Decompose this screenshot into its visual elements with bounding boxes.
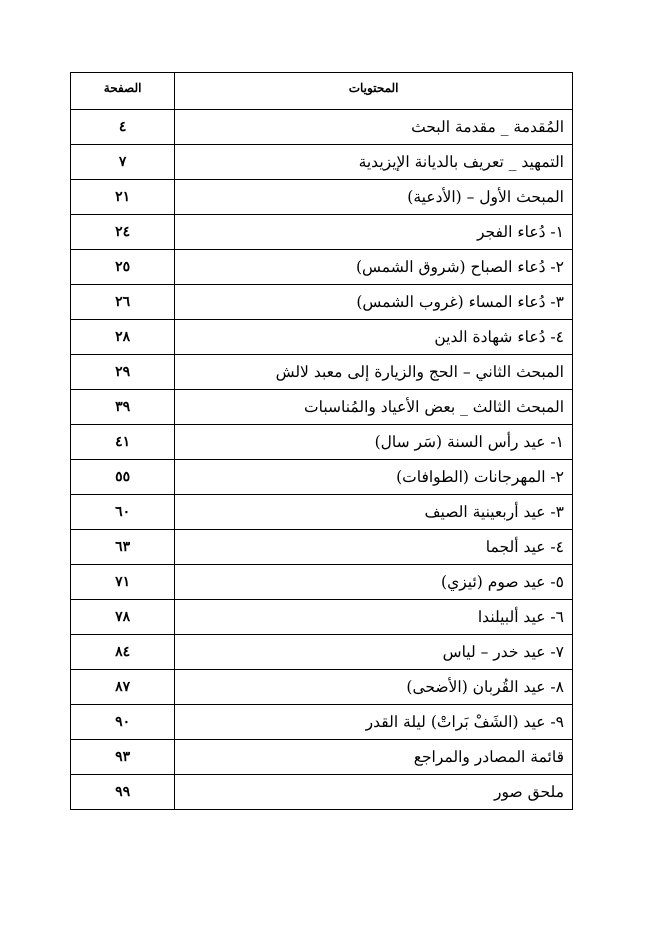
toc-entry-page: ٢٦ — [71, 285, 175, 320]
toc-entry-page: ٢٩ — [71, 355, 175, 390]
toc-entry-page: ٤ — [71, 110, 175, 145]
toc-entry-title: ٩- عيد (الشَفْ بَراتْ) ليلة القدر — [175, 705, 573, 740]
toc-entry-title: المُقدمة _ مقدمة البحث — [175, 110, 573, 145]
page-column-header: الصفحة — [71, 73, 175, 110]
table-row — [71, 110, 573, 145]
table-row — [71, 460, 573, 495]
table-row — [71, 740, 573, 775]
table-header-row — [71, 73, 573, 110]
table-row — [71, 425, 573, 460]
toc-entry-page: ٢٥ — [71, 250, 175, 285]
toc-entry-page: ٣٩ — [71, 390, 175, 425]
toc-entry-title: ٧- عيد خدر – لياس — [175, 635, 573, 670]
table-row — [71, 565, 573, 600]
toc-entry-title: ١- عيد رأس السنة (سَر سال) — [175, 425, 573, 460]
toc-entry-page: ٦٣ — [71, 530, 175, 565]
toc-entry-title: التمهيد _ تعريف بالديانة الإيزيدية — [175, 145, 573, 180]
contents-column-header: المحتويات — [175, 73, 573, 110]
table-row — [71, 775, 573, 810]
toc-entry-title: ٤- عيد ألجما — [175, 530, 573, 565]
table-row — [71, 215, 573, 250]
toc-entry-page: ٩٩ — [71, 775, 175, 810]
toc-entry-title: ملحق صور — [175, 775, 573, 810]
table-row — [71, 390, 573, 425]
toc-entry-page: ٦٠ — [71, 495, 175, 530]
table-row — [71, 355, 573, 390]
toc-entry-page: ٧ — [71, 145, 175, 180]
toc-entry-title: ١- دُعاء الفجر — [175, 215, 573, 250]
table-row — [71, 145, 573, 180]
toc-entry-page: ٢٤ — [71, 215, 175, 250]
table-of-contents — [70, 72, 573, 810]
toc-entry-page: ٢١ — [71, 180, 175, 215]
toc-entry-title: المبحث الثاني – الحج والزيارة إلى معبد لالش — [175, 355, 573, 390]
toc-entry-title: ٦- عيد ألبيلندا — [175, 600, 573, 635]
table-row — [71, 705, 573, 740]
toc-entry-title: ٥- عيد صوم (ئيزي) — [175, 565, 573, 600]
table-row — [71, 670, 573, 705]
toc-entry-page: ٩٠ — [71, 705, 175, 740]
table-row — [71, 530, 573, 565]
toc-entry-title: ٣- دُعاء المساء (غروب الشمس) — [175, 285, 573, 320]
toc-entry-page: ٧١ — [71, 565, 175, 600]
toc-entry-page: ٩٣ — [71, 740, 175, 775]
toc-entry-page: ٥٥ — [71, 460, 175, 495]
toc-entry-page: ٧٨ — [71, 600, 175, 635]
toc-entry-title: ٢- المهرجانات (الطوافات) — [175, 460, 573, 495]
toc-entry-title: المبحث الأول – (الأدعية) — [175, 180, 573, 215]
table-row — [71, 635, 573, 670]
toc-entry-page: ٨٤ — [71, 635, 175, 670]
toc-entry-title: ٤- دُعاء شهادة الدين — [175, 320, 573, 355]
toc-entry-page: ٤١ — [71, 425, 175, 460]
table-row — [71, 320, 573, 355]
table-row — [71, 495, 573, 530]
table-row — [71, 600, 573, 635]
toc-entry-title: ٢- دُعاء الصباح (شروق الشمس) — [175, 250, 573, 285]
toc-entry-title: ٨- عيد القُربان (الأضحى) — [175, 670, 573, 705]
toc-entry-title: ٣- عيد أربعينية الصيف — [175, 495, 573, 530]
toc-entry-page: ٢٨ — [71, 320, 175, 355]
table-row — [71, 180, 573, 215]
toc-entry-title: المبحث الثالث _ بعض الأعياد والمُناسبات — [175, 390, 573, 425]
toc-entry-page: ٨٧ — [71, 670, 175, 705]
table-row — [71, 285, 573, 320]
table-row — [71, 250, 573, 285]
toc-entry-title: قائمة المصادر والمراجع — [175, 740, 573, 775]
